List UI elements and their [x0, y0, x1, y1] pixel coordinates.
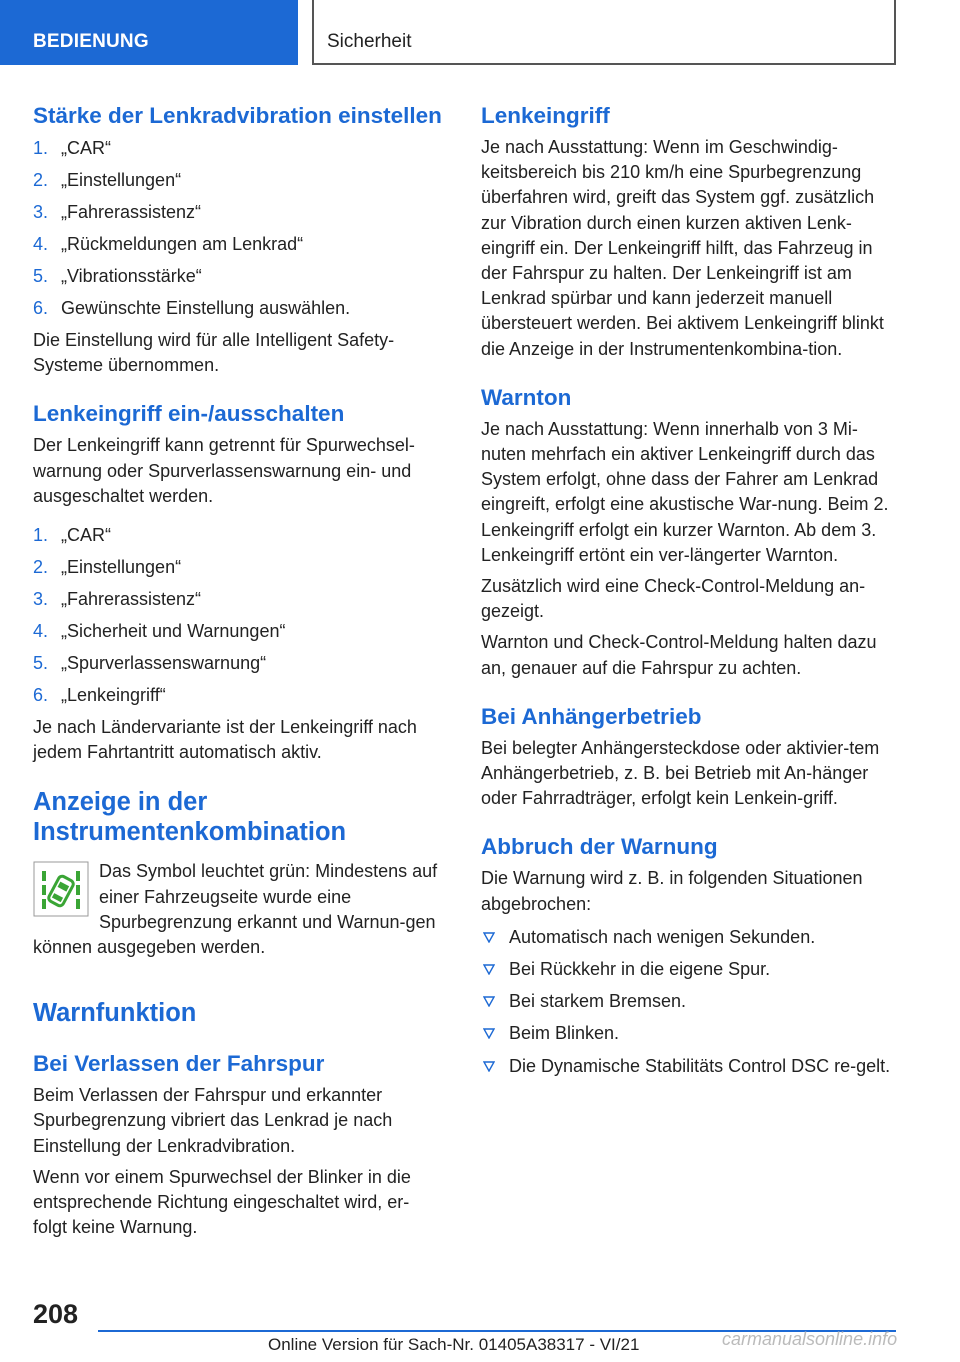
lenkeingriff-heading: Lenkeingriff: [481, 103, 610, 128]
list-item: 6. Gewünschte Einstellung auswählen.: [33, 298, 351, 318]
leaving-lane-p2: Wenn vor einem Spurwechsel der Blinker in die entsprechende Richtung eingeschaltet wird, er-folgt keine Warnung.: [33, 1166, 411, 1238]
triangle-bullet-icon: [483, 1028, 495, 1039]
triangle-bullet-icon: [483, 1061, 495, 1072]
display-text: Das Symbol leuchtet grün: Mindestens auf einer Fahrzeugseite wurde eine Spurbegrenzung erkannt und Warnun-gen können ausgegeben werden.: [33, 861, 438, 958]
list-item: Bei starkem Bremsen.: [481, 989, 897, 1014]
warnton-p2: Zusätzlich wird eine Check-Control-Meldung an-gezeigt.: [481, 576, 866, 622]
leaving-lane-p1: Beim Verlassen der Fahrspur und erkannter Spurbegrenzung vibriert das Lenkrad je nach Einstellung der Lenkradvibration.: [33, 1085, 393, 1156]
vibration-note: Die Einstellung wird für alle Intelligent Safety-Systeme übernommen.: [33, 330, 395, 376]
lane-assist-icon: [33, 861, 89, 917]
abbruch-intro: Die Warnung wird z. B. in folgenden Situationen abgebrochen:: [481, 868, 863, 914]
toggle-steps: [33, 523, 443, 708]
display-heading: Anzeige in der Instrumentenkombination: [33, 788, 347, 847]
list-item: Automatisch nach wenigen Sekunden.: [481, 925, 897, 950]
warnton-p3: Warnton und Check-Control-Meldung halten dazu an, genauer auf die Fahrspur zu achten.: [481, 632, 877, 678]
warnton-p1: Je nach Ausstattung: Wenn innerhalb von 3 Mi-nuten mehrfach ein aktiver Lenkeingriff durch das System erfolgt, ohne dass der Fahrer am Lenkrad eingreift, erfolgt eine akustische War-nung. Beim 2. Lenkeingriff erfolgt ein kurzer Warnton. Ab dem 3. Lenkeingriff ertönt ein ver-längerter Warnton.: [481, 418, 889, 565]
left-column: [33, 102, 443, 1240]
triangle-bullet-icon: [483, 996, 495, 1007]
warnton-heading: Warnton: [481, 384, 572, 410]
list-item: 4. „Rückmeldungen am Lenkrad“: [33, 234, 304, 254]
footer-version: Online Version für Sach-Nr. 01405A38317 - VI/21: [268, 1335, 640, 1354]
triangle-bullet-icon: [483, 964, 495, 975]
section-tab: [0, 0, 298, 65]
anhaenger-text: Bei belegter Anhängersteckdose oder aktivier-tem Anhängerbetrieb, z. B. bei Betrieb mit An-hänger oder Fahrradträger, erfolgt kein Lenkein-griff.: [481, 737, 880, 809]
list-item: 5. „Spurverlassenswarnung“: [33, 653, 267, 674]
list-item: 5. „Vibrationsstärke“: [33, 266, 202, 286]
list-item: 2. „Einstellungen“: [33, 557, 182, 578]
chapter-label: Sicherheit: [327, 31, 412, 52]
watermark: carmanualsonline.info: [722, 1329, 898, 1349]
list-item: Beim Blinken.: [481, 1021, 897, 1046]
leaving-lane-heading: Bei Verlassen der Fahrspur: [33, 1051, 325, 1077]
page-number: 208: [33, 1299, 79, 1329]
warnfunktion-heading: Warnfunktion: [33, 999, 197, 1028]
section-label: BEDIENUNG: [33, 31, 149, 52]
list-item: 3. „Fahrerassistenz“: [33, 202, 202, 222]
toggle-intro: Der Lenkeingriff kann getrennt für Spurwechsel-warnung oder Spurverlassenswarnung ein- und ausgeschaltet werden.: [33, 435, 415, 506]
toggle-note: Je nach Ländervariante ist der Lenkeingriff nach jedem Fahrtantritt automatisch aktiv.: [33, 717, 417, 763]
triangle-bullet-icon: [483, 932, 495, 943]
chapter-box: [312, 0, 896, 65]
right-column: [481, 102, 897, 1086]
list-item: 2. „Einstellungen“: [33, 170, 182, 190]
display-paragraph: [33, 859, 443, 960]
list-item: 1. „CAR“: [33, 525, 111, 546]
abbruch-heading: Abbruch der Warnung: [481, 834, 718, 860]
anhaenger-heading: Bei Anhängerbetrieb: [481, 703, 702, 729]
vibration-steps: [33, 136, 443, 321]
vibration-heading: Stärke der Lenkradvibration einstellen: [33, 103, 442, 128]
abbruch-list: [481, 925, 897, 1079]
list-item: 3. „Fahrerassistenz“: [33, 589, 202, 610]
list-item: Die Dynamische Stabilitäts Control DSC re-gelt.: [481, 1054, 897, 1079]
list-item: 4. „Sicherheit und Warnungen“: [33, 621, 286, 642]
list-item: 1. „CAR“: [33, 138, 111, 158]
lenkeingriff-text: Je nach Ausstattung: Wenn im Geschwindig-keitsbereich bis 210 km/h eine Spurbegrenzung überfahren wird, greift das System ggf. zusätzlich zur Vibration durch einen kurzen aktiven Lenk-eingriff ein. Der Lenkeingriff hilft, das Fahrzeug in der Fahrspur zu halten. Der Lenkeingriff ist am Lenkrad spürbar und kann jederzeit manuell übersteuert werden. Bei aktivem Lenkeingriff blinkt die Anzeige in der Instrumentenkombina-tion.: [481, 137, 884, 359]
list-item: Bei Rückkehr in die eigene Spur.: [481, 957, 897, 982]
list-item: 6. „Lenkeingriff“: [33, 685, 166, 706]
toggle-heading: Lenkeingriff ein-/ausschalten: [33, 401, 345, 427]
